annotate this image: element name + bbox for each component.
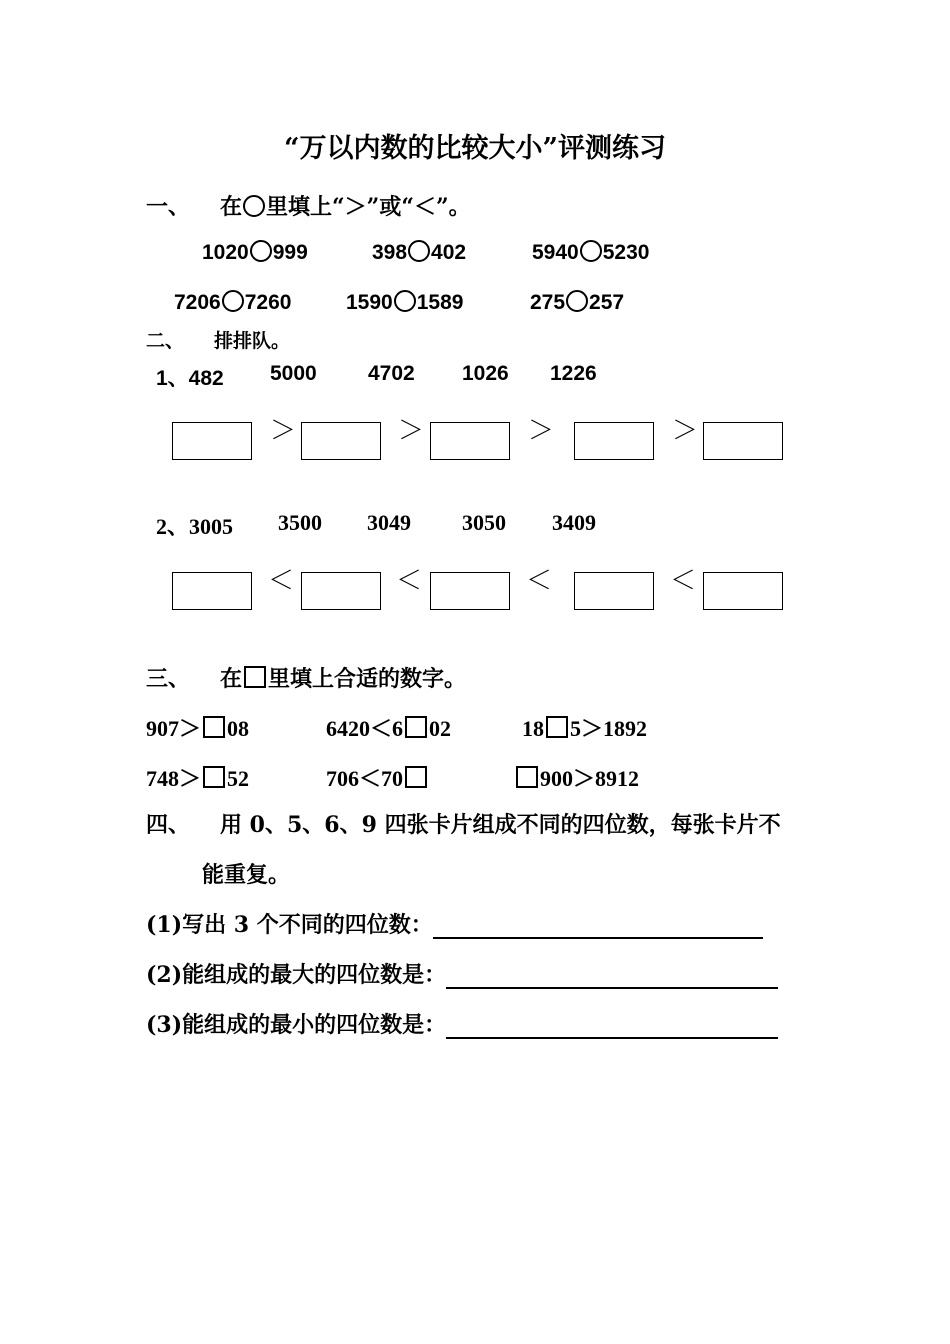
q1-number: 1226 xyxy=(550,362,597,385)
compare-left: 1590 xyxy=(346,291,393,314)
compare-item xyxy=(372,240,466,265)
section-2-number: 二、 xyxy=(146,330,185,352)
compare-right: 999 xyxy=(272,241,308,264)
answer-circle[interactable] xyxy=(566,290,588,312)
digit-box[interactable] xyxy=(516,766,538,788)
fill-item xyxy=(514,762,639,793)
fill-suffix: 900＞8912 xyxy=(540,766,640,791)
section-3-text-after: 里填上合适的数字。 xyxy=(268,666,467,692)
answer-box[interactable] xyxy=(574,572,654,610)
q2-number: 3049 xyxy=(367,510,411,535)
page-title: “万以内数的比较大小”评测练习 xyxy=(283,133,667,164)
answer-box[interactable] xyxy=(172,422,252,460)
section-2-text: 排排队。 xyxy=(214,330,291,352)
question-3-text: (3)能组成的最小的四位数是： xyxy=(146,1012,447,1038)
compare-right: 7260 xyxy=(244,291,292,314)
answer-circle[interactable] xyxy=(250,240,272,262)
compare-left: 275 xyxy=(530,291,566,314)
q1-label: 1、482 xyxy=(156,367,224,390)
fill-prefix: 706＜70 xyxy=(326,766,404,791)
section-1-text-before: 在 xyxy=(220,194,243,220)
compare-right: 257 xyxy=(589,291,625,314)
answer-line[interactable] xyxy=(446,965,778,989)
question-2-text: (2)能组成的最大的四位数是： xyxy=(146,962,447,988)
fill-item xyxy=(146,762,249,793)
answer-circle[interactable] xyxy=(222,290,244,312)
fill-item xyxy=(326,712,451,743)
section-4-heading xyxy=(146,808,781,839)
answer-line[interactable] xyxy=(433,915,763,939)
q1-number: 5000 xyxy=(270,362,317,385)
digit-box[interactable] xyxy=(203,766,225,788)
circle-icon xyxy=(243,195,265,217)
less-than-symbol: ＜ xyxy=(268,566,295,596)
fill-prefix: 907＞ xyxy=(146,716,202,741)
fill-prefix: 6420＜6 xyxy=(326,716,404,741)
compare-item xyxy=(346,290,463,315)
section-4-line2: 能重复。 xyxy=(202,862,291,888)
digit-box[interactable] xyxy=(405,716,427,738)
greater-than-symbol: ＞ xyxy=(270,416,297,446)
q1-number: 1026 xyxy=(462,362,509,385)
compare-left: 398 xyxy=(372,241,408,264)
fill-prefix: 748＞ xyxy=(146,766,202,791)
section-3-text-before: 在 xyxy=(220,666,243,692)
compare-right: 5230 xyxy=(602,241,650,264)
less-than-symbol: ＜ xyxy=(526,566,553,596)
fill-item xyxy=(326,762,429,793)
compare-item xyxy=(532,240,649,265)
answer-box[interactable] xyxy=(301,422,381,460)
answer-box[interactable] xyxy=(430,422,510,460)
fill-suffix: 08 xyxy=(227,716,250,741)
answer-box[interactable] xyxy=(703,572,783,610)
compare-left: 5940 xyxy=(532,241,579,264)
section-3-number: 三、 xyxy=(146,666,191,692)
compare-item xyxy=(202,240,308,265)
greater-than-symbol: ＞ xyxy=(398,416,425,446)
digit-box[interactable] xyxy=(546,716,568,738)
less-than-symbol: ＜ xyxy=(396,566,423,596)
q1-number: 4702 xyxy=(368,362,415,385)
fill-item xyxy=(522,712,647,743)
less-than-symbol: ＜ xyxy=(670,566,697,596)
fill-item xyxy=(146,712,249,743)
question-row xyxy=(146,958,778,989)
digit-box[interactable] xyxy=(405,766,427,788)
q2-number: 3500 xyxy=(278,510,322,535)
answer-box[interactable] xyxy=(430,572,510,610)
compare-left: 1020 xyxy=(202,241,249,264)
fill-suffix: 5＞1892 xyxy=(570,716,648,741)
answer-box[interactable] xyxy=(574,422,654,460)
answer-box[interactable] xyxy=(172,572,252,610)
answer-circle[interactable] xyxy=(580,240,602,262)
compare-right: 1589 xyxy=(416,291,464,314)
q2-label: 2、3005 xyxy=(156,514,234,539)
q2-number: 3050 xyxy=(462,510,506,535)
compare-item xyxy=(174,290,291,315)
section-4-number: 四、 xyxy=(146,812,191,838)
q2-number: 3409 xyxy=(552,510,596,535)
compare-right: 402 xyxy=(431,241,467,264)
fill-prefix: 18 xyxy=(522,716,544,741)
answer-circle[interactable] xyxy=(408,240,430,262)
question-1-text: (1)写出 3 个不同的四位数： xyxy=(146,912,433,938)
section-1-text-after: 里填上“＞”或“＜”。 xyxy=(266,194,471,220)
greater-than-symbol: ＞ xyxy=(672,416,699,446)
digit-box[interactable] xyxy=(203,716,225,738)
question-row xyxy=(146,1008,778,1039)
fill-suffix: 02 xyxy=(429,716,452,741)
answer-circle[interactable] xyxy=(394,290,416,312)
section-1-heading xyxy=(146,190,471,221)
compare-item xyxy=(530,290,624,315)
answer-box[interactable] xyxy=(301,572,381,610)
answer-line[interactable] xyxy=(446,1015,778,1039)
compare-left: 7206 xyxy=(174,291,221,314)
section-2-heading xyxy=(146,326,290,353)
answer-box[interactable] xyxy=(703,422,783,460)
square-icon xyxy=(244,666,266,688)
section-1-number: 一、 xyxy=(146,194,191,220)
fill-suffix: 52 xyxy=(227,766,250,791)
section-3-heading xyxy=(146,662,466,693)
greater-than-symbol: ＞ xyxy=(528,416,555,446)
section-4-line1: 用 0、5、6、9 四张卡片组成不同的四位数，每张卡片不 xyxy=(220,812,781,838)
question-row xyxy=(146,908,763,939)
